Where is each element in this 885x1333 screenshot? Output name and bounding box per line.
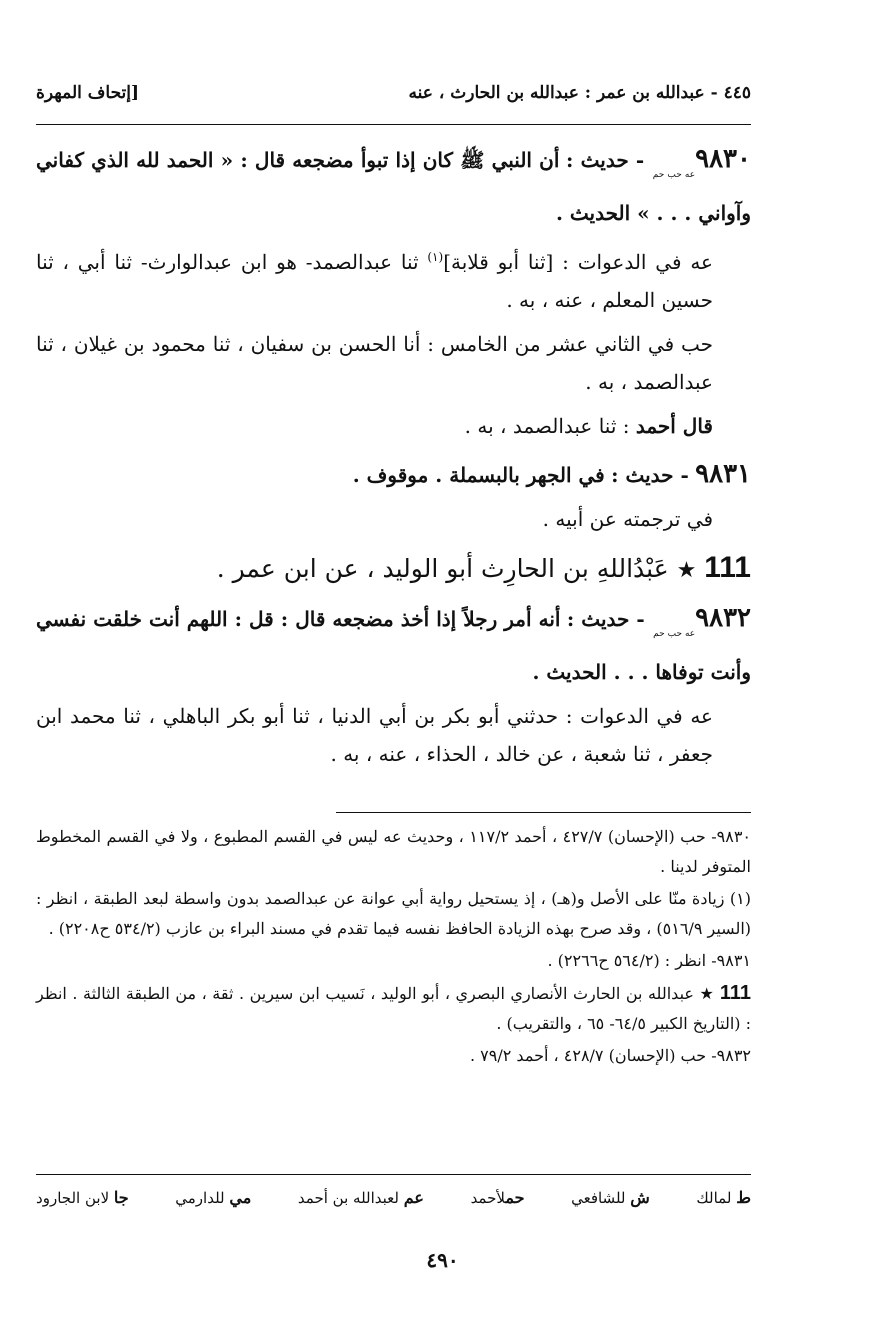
footnote-text: عبدالله بن الحارث الأنصاري البصري ، أبو الوليد ، نَسيب ابن سيرين . ثقة ، من الطبقة الثالثة . انظر : (التاريخ الكبير ٦٤/٥- ٦٥ ، والتقريب) . [36,984,751,1033]
chain-text: حب في الثاني عشر من الخامس : أنا الحسن بن سفيان ، ثنا محمود بن غيلان ، ثنا عبدالصمد ، به . [36,332,713,394]
hadith-number: ٩٨٣١ [695,459,751,489]
legend-item [36,1188,129,1207]
chain-text: عه في الدعوات : حدثني أبو بكر بن أبي الدنيا ، ثنا أبو بكر الباهلي ، ثنا محمد ابن جعفر ، ثنا شعبة ، عن خالد ، الحذاء ، عنه ، به . [36,704,713,766]
hadith-number: ٩٨٣٠ [695,144,751,174]
footnote-rule [336,812,751,813]
legend-item [471,1188,525,1207]
header-title: ٤٤٥ - عبدالله بن عمر : عبدالله بن الحارث ، عنه [408,83,751,103]
footnotes [36,822,751,1073]
chain-paragraph [36,697,751,773]
legend-code: عم [403,1188,424,1207]
footnote: (١) زيادة منّا على الأصل و(هـ) ، إذ يستحيل رواية أبي عوانة عن عبدالصمد بدون واسطة لبعد الطبقة ، انظر : (السير ٥١٦/٩) ، وقد صرح بهذه الزيادة الحافظ نفسه فيما تقدم في مسند البراء بن عازب (٥٣٤/٢ ح٢٢٠٨) . [36,889,751,938]
chain-label: قال أحمد [635,414,713,438]
footnote-ref: (١) [427,250,444,264]
page-number: ٤٩٠ [426,1248,459,1272]
legend-desc: للشافعي [571,1189,626,1207]
legend-code: مي [229,1188,252,1207]
legend-code: ط [736,1188,751,1207]
hadith-number: ٩٨٣٢ [695,603,752,633]
chain-paragraph [36,238,751,319]
legend-item [175,1188,251,1207]
legend-desc: لابن الجارود [36,1189,110,1207]
legend-code: جا [113,1188,129,1207]
hadith-label: - حديث : [566,607,645,631]
footnote: ٩٨٣٢- حب (الإحسان) ٤٢٨/٧ ، أحمد ٧٩/٢ . [470,1046,751,1065]
abbreviation-legend [36,1188,751,1207]
hadith-label: - حديث : [566,148,645,172]
hadith-9831 [36,455,751,494]
hadith-text: في الجهر بالبسملة . موقوف . [352,463,605,487]
legend-code: حم [505,1188,525,1207]
legend-desc: للدارمي [175,1189,225,1207]
hadith-text: أنه أمر رجلاً إذا أخذ مضجعه قال : قل : اللهم أنت خلقت نفسي وأنت توفاها . . . الحديث . [36,607,751,684]
chain-text: عه في الدعوات : [ثنا أبو قلابة] [443,250,713,274]
legend-item [696,1188,751,1207]
legend-code: ش [630,1188,650,1207]
legend-item [571,1188,650,1207]
legend-desc: لمالك [696,1189,732,1207]
legend-desc: لأحمد [470,1189,506,1207]
hadith-label: - حديث : [611,463,689,487]
chain-text: في ترجمته عن أبيه . [542,507,713,531]
chain-text-cont: ثنا عبدالصمد- هو ابن عبدالوارث- ثنا أبي ، ثنا حسين المعلم ، عنه ، به . [36,250,713,312]
legend-desc: لعبدالله بن أحمد [297,1189,399,1207]
hadith-9830 [36,140,751,232]
narrator-number: 111 [719,982,752,1004]
chain-text: : ثنا عبدالصمد ، به . [464,414,636,438]
source-codes: عه حب حم [653,629,696,639]
hadith-9832 [36,599,751,691]
legend-rule [36,1174,751,1175]
header-rule [36,124,751,125]
star-icon: ★ [676,558,697,583]
chain-paragraph [36,325,751,401]
source-codes: عه حب حم [652,170,696,180]
star-icon: ★ [699,984,715,1003]
narrator-heading [36,544,751,595]
chain-paragraph [36,407,751,445]
footnote: ٩٨٣١- انظر : (٥٦٤/٢ ح٢٢٦٦) . [547,951,751,970]
footnote [36,978,751,1039]
legend-item [298,1188,424,1207]
running-header [36,78,751,108]
chain-paragraph [36,500,751,538]
main-text [36,140,751,779]
narrator-number: 111 [704,551,751,584]
header-book-name: [إتحاف المهرة [36,83,140,103]
footnote: ٩٨٣٠- حب (الإحسان) ٤٢٧/٧ ، أحمد ١١٧/٢ ، وحديث عه ليس في القسم المطبوع ، ولا في القسم المخطوط المتوفر لدينا . [36,827,752,876]
hadith-text: أن النبي ﷺ كان إذا تبوأ مضجعه قال : « الحمد لله الذي كفاني وآواني . . . » الحديث . [36,148,751,225]
narrator-name: عَبْدُاللهِ بن الحارِث أبو الوليد ، عن ابن عمر . [216,554,669,583]
